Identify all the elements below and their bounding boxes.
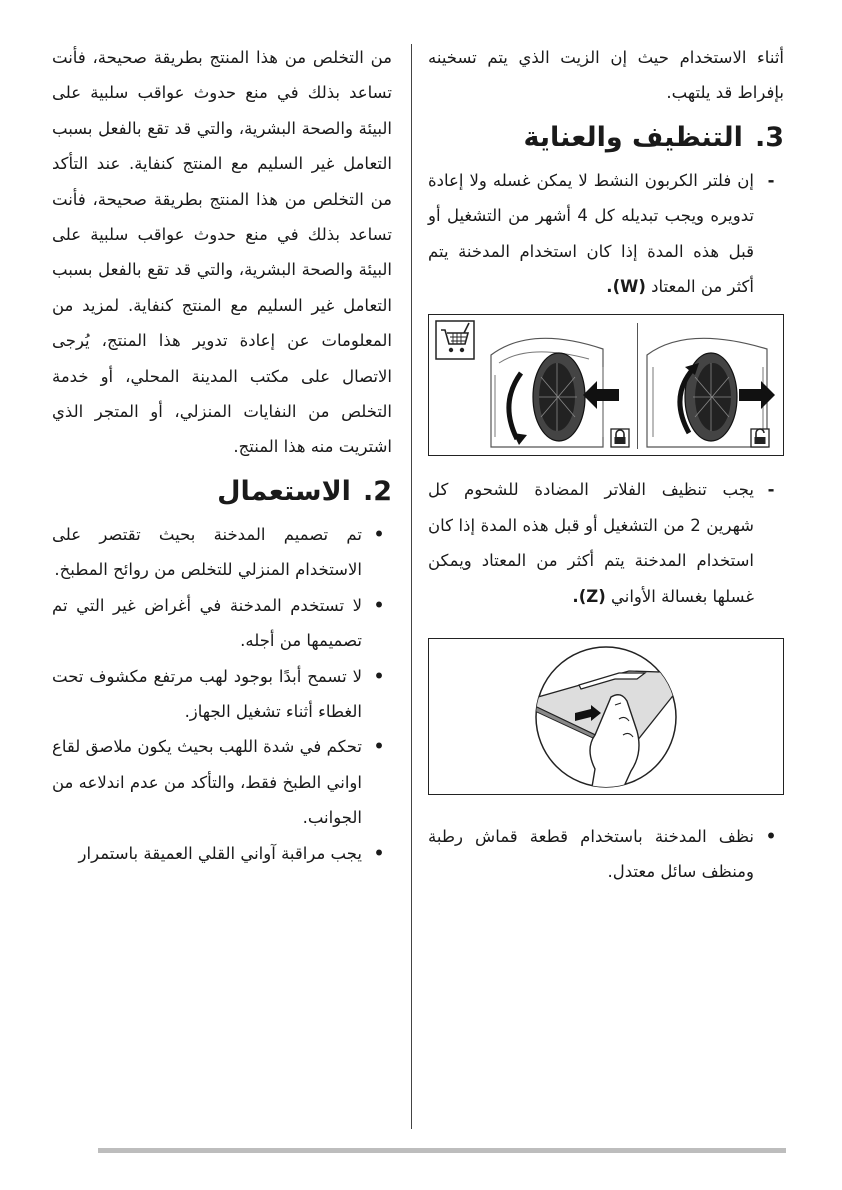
hood-motor-drawing [491, 339, 619, 448]
list-item-text: نظف المدخنة باستخدام قطعة قماش رطبة ومنظف سائل معتدل. [428, 827, 754, 882]
filter-unlock-illustration [639, 315, 785, 455]
bullet-marker: • [765, 827, 777, 847]
list-item [52, 517, 392, 588]
list-item-text: يجب تنظيف الفلاتر المضادة للشحوم كل شهرين 2 من التشغيل أو قبل هذه المدة إذا كان استخدام المدخنة يتم أكثر من المعتاد ويمكن غسلها بغسالة الأواني [428, 480, 754, 606]
section-3-list-continued [428, 472, 784, 614]
filter-removal-illustration [429, 639, 783, 794]
list-item [52, 588, 392, 659]
section-3-list-final [428, 819, 784, 890]
dash-marker: - [767, 480, 775, 500]
disposal-paragraph: من التخلص من هذا المنتج بطريقة صحيحة، فأنت تساعد بذلك في منع حدوث عواقب سلبية على البيئة والصحة البشرية، والتي قد تقع بالفعل بسبب التعامل غير السليم مع المنتج كنفاية. عند التأكد من التخلص من هذا المنتج بطريقة صحيحة، فأنت تساعد بذلك في منع حدوث عواقب سلبية على البيئة والصحة البشرية، والتي قد تقع بالفعل بسبب التعامل غير السليم مع المنتج كنفاية. لمزيد من المعلومات عن إعادة تدوير هذا المنتج، يُرجى الاتصال على مكتب المدينة المحلي، أو خدمة التخلص من النفايات المنزلي، أو المتجر الذي اشتريت منه هذا المنتج. [52, 48, 392, 457]
figure-split-line [637, 323, 638, 449]
list-item [52, 836, 392, 871]
figure-code-w: (W). [606, 277, 646, 297]
intro-text: أثناء الاستخدام حيث إن الزيت الذي يتم تسخينه بإفراط قد يلتهب. [428, 48, 784, 103]
column-divider [411, 44, 412, 1129]
section-2-heading [52, 471, 392, 513]
bullet-marker: • [373, 737, 385, 757]
list-item-clean-hood [428, 819, 784, 890]
bullet-marker: • [373, 666, 385, 686]
section-2-number: 2. [362, 475, 392, 507]
filter-lock-illustration [429, 315, 635, 455]
list-item-carbon-filter [428, 163, 784, 305]
carbon-filter-figure [428, 314, 784, 456]
right-column [428, 40, 784, 890]
padlock-unlocked-icon [751, 429, 769, 447]
bullet-marker: • [373, 843, 385, 863]
section-3-list [428, 163, 784, 305]
bullet-marker: • [373, 595, 385, 615]
bullet-marker: • [373, 524, 385, 544]
section-3-heading [428, 117, 784, 159]
list-item-text: يجب مراقبة آواني القلي العميقة باستمرار [78, 843, 362, 863]
section-2-list [52, 517, 392, 871]
padlock-locked-icon [611, 429, 629, 447]
list-item [52, 659, 392, 730]
section-3-number: 3. [754, 121, 784, 153]
footer-rule [98, 1148, 786, 1153]
dash-marker: - [767, 170, 775, 190]
list-item-text: لا تستخدم المدخنة في أغراض غير التي تم تصميمها من أجله. [52, 595, 362, 651]
list-item-grease-filter [428, 472, 784, 614]
list-item [52, 729, 392, 835]
list-item-text: لا تسمح أبدًا بوجود لهب مرتفع مكشوف تحت الغطاء أثناء تشغيل الجهاز. [52, 666, 362, 721]
figure-code-z: (Z). [572, 586, 606, 606]
list-item-text: إن فلتر الكربون النشط لا يمكن غسله ولا إعادة تدويره ويجب تبديله كل 4 أشهر من التشغيل أو قبل هذه المدة إذا كان استخدام المدخنة يتم أكثر من المعتاد [428, 170, 754, 297]
shopping-cart-icon [436, 321, 474, 359]
grease-filter-figure [428, 638, 784, 795]
section-3-title: التنظيف والعناية [523, 121, 743, 153]
left-column [52, 40, 392, 871]
list-item-text: تم تصميم المدخنة بحيث تقتصر على الاستخدام المنزلي للتخلص من روائح المطبخ. [52, 524, 362, 580]
list-item-text: تحكم في شدة اللهب بحيث يكون ملاصق لقاع اواني الطبخ فقط، والتأكد من عدم اندلاعه من الجوانب. [52, 737, 362, 828]
section-2-title: الاستعمال [217, 475, 351, 507]
